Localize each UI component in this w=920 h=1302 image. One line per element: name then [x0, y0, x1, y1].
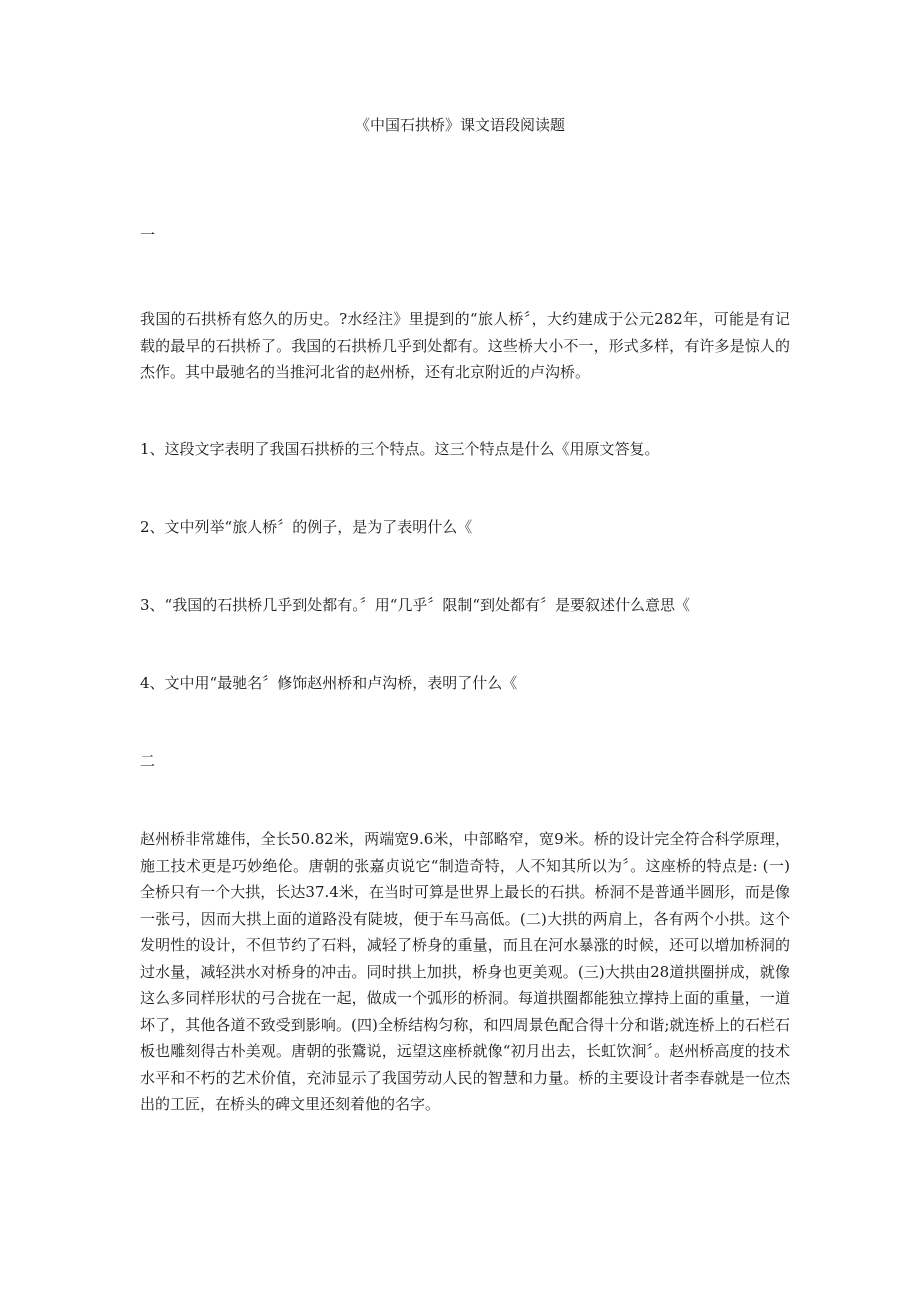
- section-2-heading: 二: [140, 752, 156, 770]
- section-2-passage: 赵州桥非常雄伟，全长50.82米，两端宽9.6米，中部略窄，宽9米。桥的设计完全符合科学原理，施工技术更是巧妙绝伦。唐朝的张嘉贞说它“制造奇特，人不知其所以为〞。这座桥的特点是: (一)全桥只有一个大拱，长达37.4米，在当时可算是世界上最长的石拱。桥洞不是普通半圆形，而是像一张弓，因而大拱上面的道路没有陡坡，便于车马高低。(二)大拱的两肩上，各有两个小拱。这个发明性的设计，不但节约了石料，减轻了桥身的重量，而且在河水暴涨的时候，还可以增加桥洞的过水量，减轻洪水对桥身的冲击。同时拱上加拱，桥身也更美观。(三)大拱由28道拱圈拼成，就像这么多同样形状的弓合拢在一起，做成一个弧形的桥洞。每道拱圈都能独立撑持上面的重量，一道坏了，其他各道不致受到影响。(四)全桥结构匀称，和四周景色配合得十分和谐;就连桥上的石栏石板也雕刻得古朴美观。唐朝的张鷟说，远望这座桥就像“初月出去，长虹饮涧〞。赵州桥高度的技术水平和不朽的艺术价值，充沛显示了我国劳动人民的智慧和力量。桥的主要设计者李春就是一位杰出的工匠，在桥头的碑文里还刻着他的名字。: [140, 830, 790, 1113]
- section-1-passage: 我国的石拱桥有悠久的历史。?水经注》里提到的“旅人桥〞，大约建成于公元282年，可能是有记载的最早的石拱桥了。我国的石拱桥几乎到处都有。这些桥大小不一，形式多样，有许多是惊人的杰作。其中最驰名的当推河北省的赵州桥，还有北京附近的卢沟桥。: [140, 310, 790, 381]
- document-title: 《中国石拱桥》课文语段阅读题: [354, 116, 565, 134]
- question-4: 4、文中用“最驰名〞修饰赵州桥和卢沟桥，表明了什么《: [140, 674, 518, 692]
- question-2: 2、文中列举“旅人桥〞的例子，是为了表明什么《: [140, 518, 473, 536]
- question-1: 1、这段文字表明了我国石拱桥的三个特点。这三个特点是什么《用原文答复。: [140, 440, 660, 458]
- question-3: 3、“我国的石拱桥几乎到处都有。〞用“几乎〞限制“到处都有〞是要叙述什么意思《: [140, 596, 691, 614]
- section-1-heading: 一: [140, 226, 156, 244]
